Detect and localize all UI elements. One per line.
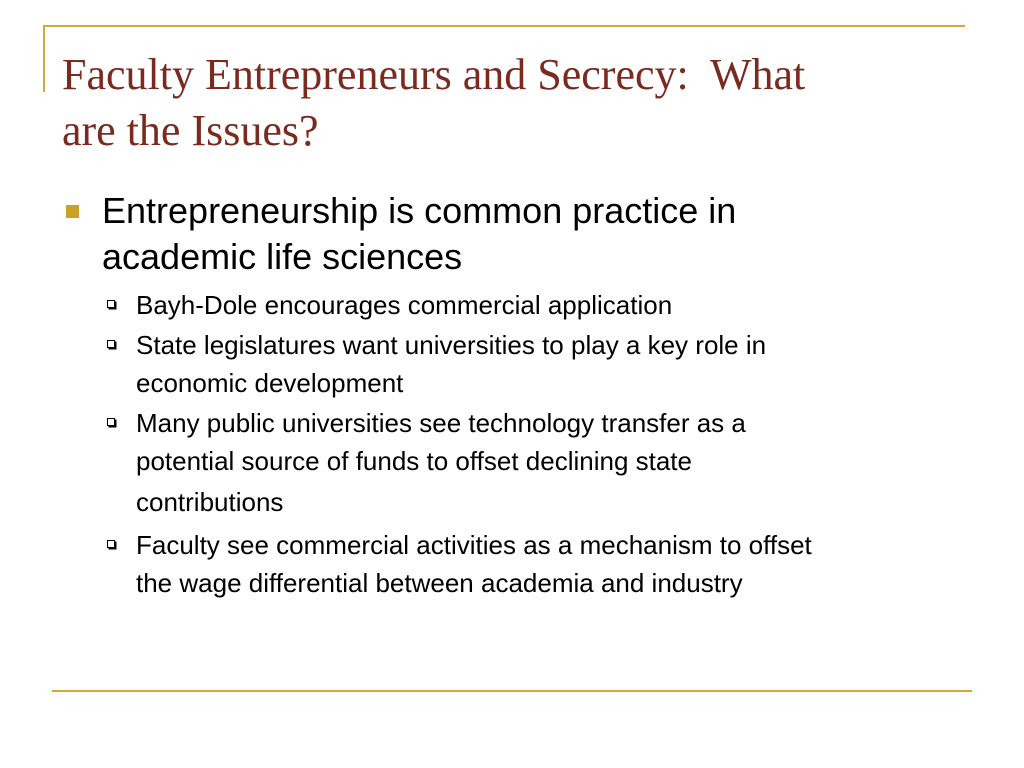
main-bullet-point [62,188,972,280]
sub-point-2-line-2: economic development [136,368,404,398]
hollow-square-bullet-icon [107,418,115,426]
title-line-1: Faculty Entrepreneurs and Secrecy: What [62,50,806,99]
sub-bullet-list [62,286,972,602]
sub-bullet-point [62,404,972,524]
title-line-2: are the Issues? [62,106,319,155]
square-bullet-icon [66,205,79,218]
main-point-line-1: Entrepreneurship is common practice in [102,190,737,231]
sub-point-2-line-1: State legislatures want universities to play a key role in [136,330,767,360]
sub-point-1-line-1: Bayh-Dole encourages commercial application [136,290,673,320]
sub-point-4-line-2: the wage differential between academia and industry [136,568,743,598]
sub-point-3-line-1: Many public universities see technology transfer as a [136,408,746,438]
sub-bullet-point [62,526,972,602]
slide-title [62,47,962,159]
sub-point-3-line-3: contributions [136,487,284,517]
slide-body [62,188,972,604]
sub-bullet-point [62,286,972,324]
sub-bullet-point [62,326,972,402]
main-point-line-2: academic life sciences [102,236,463,277]
hollow-square-bullet-icon [107,540,115,548]
hollow-square-bullet-icon [107,340,115,348]
bottom-accent-line [52,690,972,692]
top-accent-line [43,25,965,27]
sub-point-4-line-1: Faculty see commercial activities as a mechanism to offset [136,530,812,560]
left-accent-line [43,25,45,92]
sub-point-3-line-2: potential source of funds to offset declining state [136,446,692,476]
hollow-square-bullet-icon [107,300,115,308]
